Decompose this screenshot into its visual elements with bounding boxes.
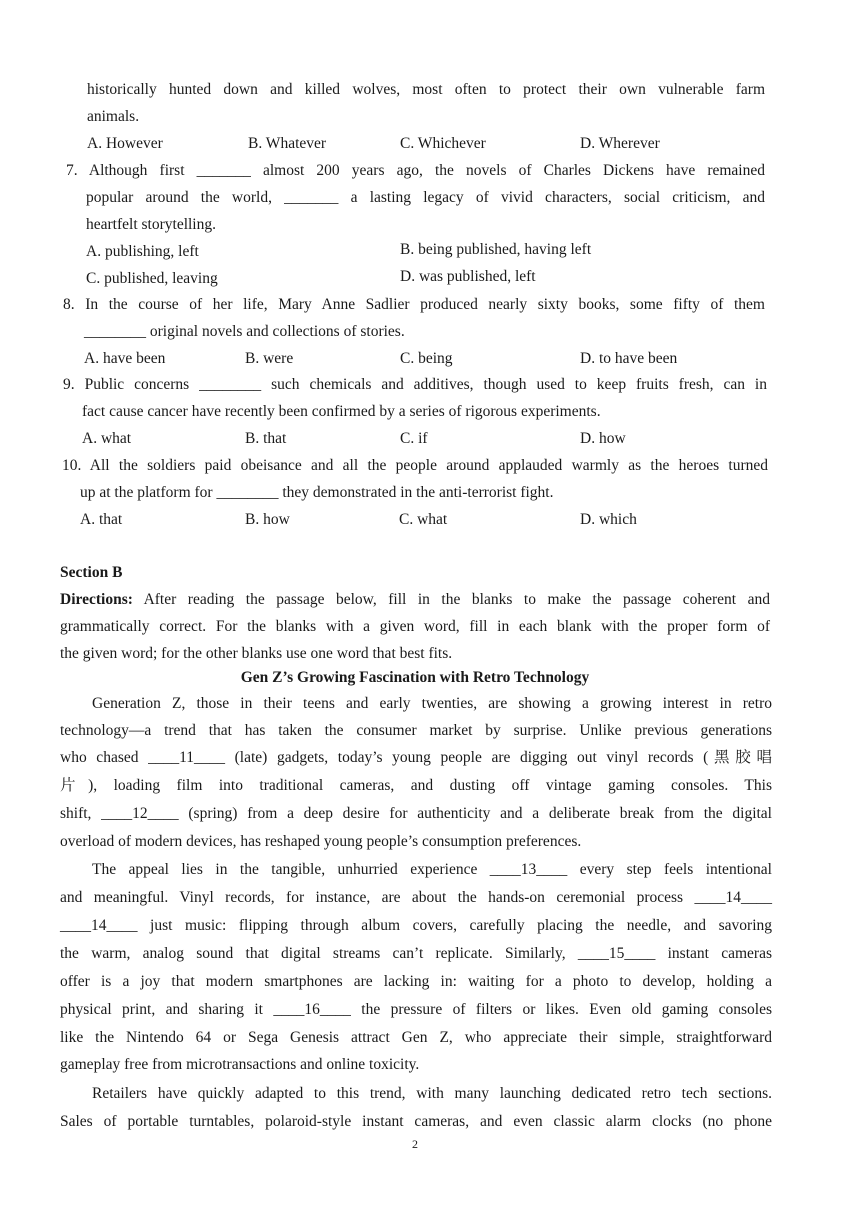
section-b-heading: Section B [60, 564, 123, 581]
passage-p1-line-3: who chased ____11____ (late) gadgets, today’s young people are digging out vinyl records (黑胶唱 [60, 749, 772, 766]
q6-option-b: B. Whatever [248, 135, 327, 152]
q9-option-b: B. that [245, 430, 287, 447]
q7-stem-line-2: popular around the world, _______ a lasting legacy of vivid characters, social criticism, and [86, 189, 765, 206]
passage-p1-line-4: 片), loading film into traditional cameras, and dusting off vintage gaming consoles. This [60, 777, 772, 794]
q6-option-d: D. Wherever [580, 135, 660, 152]
passage-p3-line-1: Retailers have quickly adapted to this trend, with many launching dedicated retro tech sections. [92, 1085, 772, 1102]
q8-option-b: B. were [245, 350, 294, 367]
q9-stem-line-1: 9. Public concerns ________ such chemicals and additives, though used to keep fruits fresh, can in [63, 376, 767, 393]
directions-label: Directions: [60, 591, 133, 608]
q6-option-a: A. However [87, 135, 163, 152]
passage-p2-line-6: physical print, and sharing it ____16____ the pressure of filters or likes. Even old gaming consoles [60, 1001, 772, 1018]
q7-option-c: C. published, leaving [86, 270, 218, 287]
q6-stem-line-1: historically hunted down and killed wolves, most often to protect their own vulnerable farm [87, 81, 765, 98]
q9-option-a: A. what [82, 430, 132, 447]
passage-p2-line-2: and meaningful. Vinyl records, for instance, are about the hands-on ceremonial process ____14____ [60, 889, 772, 906]
passage-p2-line-4: the warm, analog sound that digital streams can’t replicate. Similarly, ____15____ instant cameras [60, 945, 772, 962]
directions-line-1 [60, 590, 770, 610]
passage-p2-line-8: gameplay free from microtransactions and online toxicity. [60, 1056, 420, 1073]
q6-stem-line-2: animals. [87, 108, 140, 125]
q9-option-c: C. if [400, 430, 428, 447]
q10-option-c: C. what [399, 511, 448, 528]
q10-option-b: B. how [245, 511, 290, 528]
q8-stem-line-1: 8. In the course of her life, Mary Anne Sadlier produced nearly sixty books, some fifty of them [63, 296, 765, 313]
q8-option-d: D. to have been [580, 350, 678, 367]
passage-p1-line-5: shift, ____12____ (spring) from a deep desire for authenticity and a deliberate break from the digital [60, 805, 772, 822]
passage-p3-line-2: Sales of portable turntables, polaroid-style instant cameras, and even classic alarm clocks (no phone [60, 1113, 772, 1130]
passage-p2-line-1: The appeal lies in the tangible, unhurried experience ____13____ every step feels intentional [92, 861, 772, 878]
passage-title: Gen Z’s Growing Fascination with Retro Technology [240, 669, 590, 686]
q10-stem-line-1: 10. All the soldiers paid obeisance and all the people around applauded warmly as the heroes turned [62, 457, 768, 474]
passage-p2-line-7: like the Nintendo 64 or Sega Genesis attract Gen Z, who appreciate their simple, straightforward [60, 1029, 772, 1046]
q6-option-c: C. Whichever [400, 135, 486, 152]
passage-p2-line-3: ____14____ just music: flipping through album covers, carefully placing the needle, and savoring [60, 917, 772, 934]
q9-option-d: D. how [580, 430, 626, 447]
q8-stem-line-2: ________ original novels and collections of stories. [84, 323, 405, 340]
passage-p2-line-5: offer is a joy that modern smartphones are lacking in: waiting for a photo to develop, holding a [60, 973, 772, 990]
q7-stem-line-3: heartfelt storytelling. [86, 216, 216, 233]
passage-p1-line-2: technology—a trend that has taken the consumer market by surprise. Unlike previous generations [60, 722, 772, 739]
q7-stem-line-1: 7. Although first _______ almost 200 years ago, the novels of Charles Dickens have remained [66, 162, 765, 179]
q8-option-a: A. have been [84, 350, 166, 367]
directions-line-2: grammatically correct. For the blanks with a given word, fill in each blank with the proper form of [60, 618, 770, 635]
q10-option-d: D. which [580, 511, 637, 528]
q10-stem-line-2: up at the platform for ________ they demonstrated in the anti-terrorist fight. [80, 484, 554, 501]
q7-option-b: B. being published, having left [400, 241, 592, 258]
directions-text-1: After reading the passage below, fill in the blanks to make the passage coherent and [143, 591, 770, 608]
q10-option-a: A. that [80, 511, 123, 528]
page-number: 2 [412, 1137, 418, 1151]
directions-line-3: the given word; for the other blanks use one word that best fits. [60, 645, 453, 662]
passage-p1-line-6: overload of modern devices, has reshaped young people’s consumption preferences. [60, 833, 582, 850]
q7-option-a: A. publishing, left [86, 243, 199, 260]
q8-option-c: C. being [400, 350, 453, 367]
q9-stem-line-2: fact cause cancer have recently been confirmed by a series of rigorous experiments. [82, 403, 601, 420]
q7-option-d: D. was published, left [400, 268, 536, 285]
passage-p1-line-1: Generation Z, those in their teens and early twenties, are showing a growing interest in retro [92, 695, 772, 712]
